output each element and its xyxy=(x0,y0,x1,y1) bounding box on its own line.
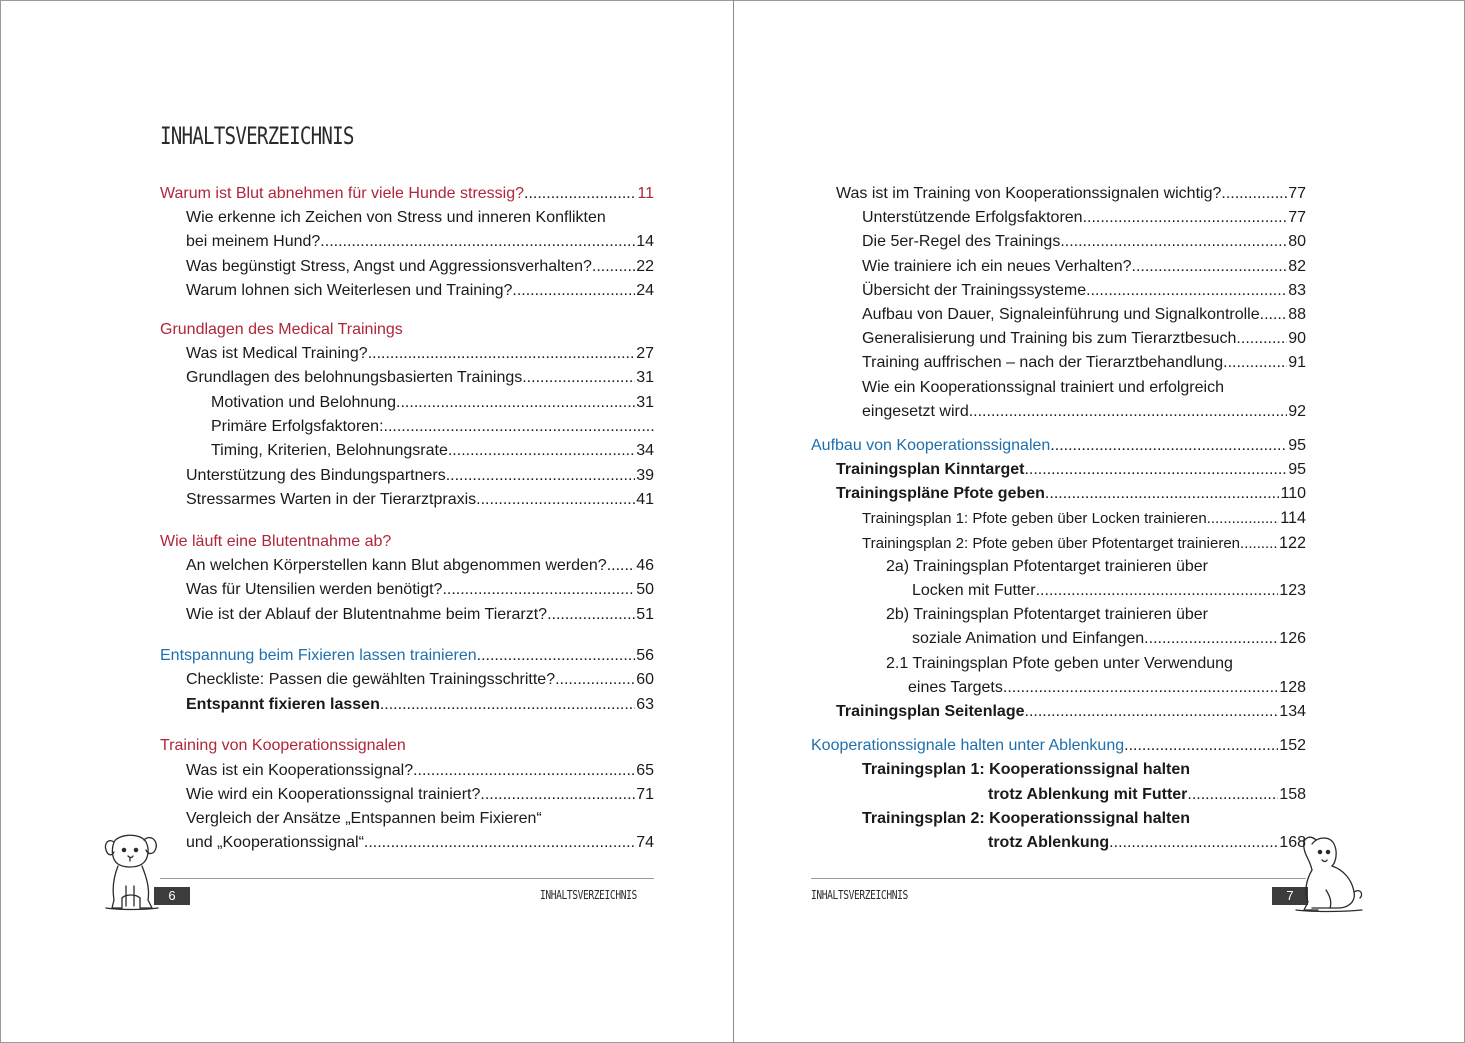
toc-heading-2[interactable]: Grundlagen des Medical Trainings xyxy=(160,321,403,338)
running-head: INHALTSVERZEICHNIS xyxy=(540,888,637,902)
toc-entry[interactable]: Trainingsplan Seitenlage ..... 134 xyxy=(836,703,1306,721)
toc-entry[interactable]: Was ist im Training von Kooperationssignalen wichtig? ..... 77 xyxy=(836,185,1306,203)
toc-entry[interactable]: Timing, Kriterien, Belohnungsrate ..... 34 xyxy=(211,442,654,460)
toc-entry-text[interactable]: 2a) Trainingsplan Pfotentarget trainieren über xyxy=(886,558,1208,575)
running-head: INHALTSVERZEICHNIS xyxy=(811,888,908,902)
toc-entry[interactable]: trotz Ablenkung ..... 168 xyxy=(988,834,1306,852)
toc-entry[interactable]: Generalisierung und Training bis zum Tierarztbesuch ..... 90 xyxy=(862,330,1306,348)
toc-entry[interactable]: Wie wird ein Kooperationssignal trainiert? ..... 71 xyxy=(186,786,654,804)
toc-heading-1[interactable]: Warum ist Blut abnehmen für viele Hunde stressig? ..... 11 xyxy=(160,185,654,203)
lying-dog-illustration-icon xyxy=(1282,830,1366,914)
toc-heading-4[interactable]: Entspannung beim Fixieren lassen trainieren ..... 56 xyxy=(160,647,654,665)
toc-entry[interactable]: soziale Animation und Einfangen ..... 126 xyxy=(912,630,1306,648)
toc-entry-text[interactable]: Wie ein Kooperationssignal trainiert und erfolgreich xyxy=(862,379,1224,396)
toc-entry[interactable]: eines Targets ..... 128 xyxy=(908,679,1306,697)
page-number: 6 xyxy=(154,887,190,905)
toc-entry[interactable]: trotz Ablenkung mit Futter ..... 158 xyxy=(988,786,1306,804)
toc-heading-5[interactable]: Training von Kooperationssignalen xyxy=(160,737,406,754)
toc-entry[interactable]: Entspannt fixieren lassen ..... 63 xyxy=(186,696,654,714)
footer-rule xyxy=(160,878,654,879)
toc-entry[interactable]: An welchen Körperstellen kann Blut abgenommen werden? ..... 46 xyxy=(186,557,654,575)
toc-entry[interactable]: Training auffrischen – nach der Tierarztbehandlung ..... 91 xyxy=(862,354,1306,372)
toc-entry[interactable]: Trainingspläne Pfote geben ..... 110 xyxy=(836,485,1306,503)
toc-entry[interactable]: Checkliste: Passen die gewählten Trainingsschritte? ..... 60 xyxy=(186,671,654,689)
toc-entry[interactable]: Motivation und Belohnung ..... 31 xyxy=(211,394,654,412)
toc-entry[interactable]: Was für Utensilien werden benötigt? ..... 50 xyxy=(186,581,654,599)
toc-entry-text[interactable]: Vergleich der Ansätze „Entspannen beim Fixieren“ xyxy=(186,810,542,827)
toc-entry[interactable]: Übersicht der Trainingssysteme ..... 83 xyxy=(862,282,1306,300)
toc-entry[interactable]: Was begünstigt Stress, Angst und Aggressionsverhalten? ..... 22 xyxy=(186,258,654,276)
page-number: 7 xyxy=(1272,887,1308,905)
toc-entry[interactable]: Was ist ein Kooperationssignal? ..... 65 xyxy=(186,762,654,780)
toc-entry[interactable]: Unterstützung des Bindungspartners ..... 39 xyxy=(186,467,654,485)
toc-entry[interactable]: Stressarmes Warten in der Tierarztpraxis ..... 41 xyxy=(186,491,654,509)
toc-entry-text[interactable]: Wie erkenne ich Zeichen von Stress und inneren Konflikten xyxy=(186,209,606,226)
toc-entry[interactable]: Aufbau von Dauer, Signaleinführung und Signalkontrolle ..... 88 xyxy=(862,306,1306,324)
toc-entry-text[interactable]: 2b) Trainingsplan Pfotentarget trainieren über xyxy=(886,606,1208,623)
toc-heading-6[interactable]: Aufbau von Kooperationssignalen ..... 95 xyxy=(811,437,1306,455)
toc-entry[interactable]: bei meinem Hund? ..... 14 xyxy=(186,233,654,251)
toc-entry[interactable]: eingesetzt wird ..... 92 xyxy=(862,403,1306,421)
toc-entry[interactable]: Was ist Medical Training? ..... 27 xyxy=(186,345,654,363)
page-title: INHALTSVERZEICHNIS xyxy=(160,122,354,150)
toc-entry[interactable]: Die 5er-Regel des Trainings ..... 80 xyxy=(862,233,1306,251)
toc-entry[interactable]: Wie trainiere ich ein neues Verhalten? ..... 82 xyxy=(862,258,1306,276)
toc-heading-7[interactable]: Kooperationssignale halten unter Ablenkung ..... 152 xyxy=(811,737,1306,755)
sitting-dog-illustration-icon xyxy=(100,828,162,912)
toc-heading-3[interactable]: Wie läuft eine Blutentnahme ab? xyxy=(160,533,392,550)
toc-entry[interactable]: Trainingsplan 2: Pfote geben über Pfotentarget trainieren ..... 122 xyxy=(862,534,1306,553)
toc-entry[interactable]: Wie ist der Ablauf der Blutentnahme beim Tierarzt? ..... 51 xyxy=(186,606,654,624)
toc-entry-text[interactable]: 2.1 Trainingsplan Pfote geben unter Verwendung xyxy=(886,655,1233,672)
toc-entry[interactable]: Warum lohnen sich Weiterlesen und Training? ..... 24 xyxy=(186,282,654,300)
toc-entry-text[interactable]: Trainingsplan 2: Kooperationssignal halten xyxy=(862,810,1191,827)
toc-entry[interactable]: Unterstützende Erfolgsfaktoren ..... 77 xyxy=(862,209,1306,227)
toc-entry[interactable]: Primäre Erfolgsfaktoren: ..... xyxy=(211,418,654,436)
toc-entry[interactable]: Trainingsplan Kinntarget ..... 95 xyxy=(836,461,1306,479)
toc-entry-text[interactable]: Trainingsplan 1: Kooperationssignal halten xyxy=(862,761,1191,778)
toc-entry[interactable]: und „Kooperationssignal“ ..... 74 xyxy=(186,834,654,852)
footer-rule xyxy=(811,878,1306,879)
book-spine xyxy=(733,0,734,1043)
toc-entry[interactable]: Trainingsplan 1: Pfote geben über Locken trainieren ..... 114 xyxy=(862,509,1306,528)
toc-entry[interactable]: Grundlagen des belohnungsbasierten Trainings ..... 31 xyxy=(186,369,654,387)
toc-entry[interactable]: Locken mit Futter ..... 123 xyxy=(912,582,1306,600)
